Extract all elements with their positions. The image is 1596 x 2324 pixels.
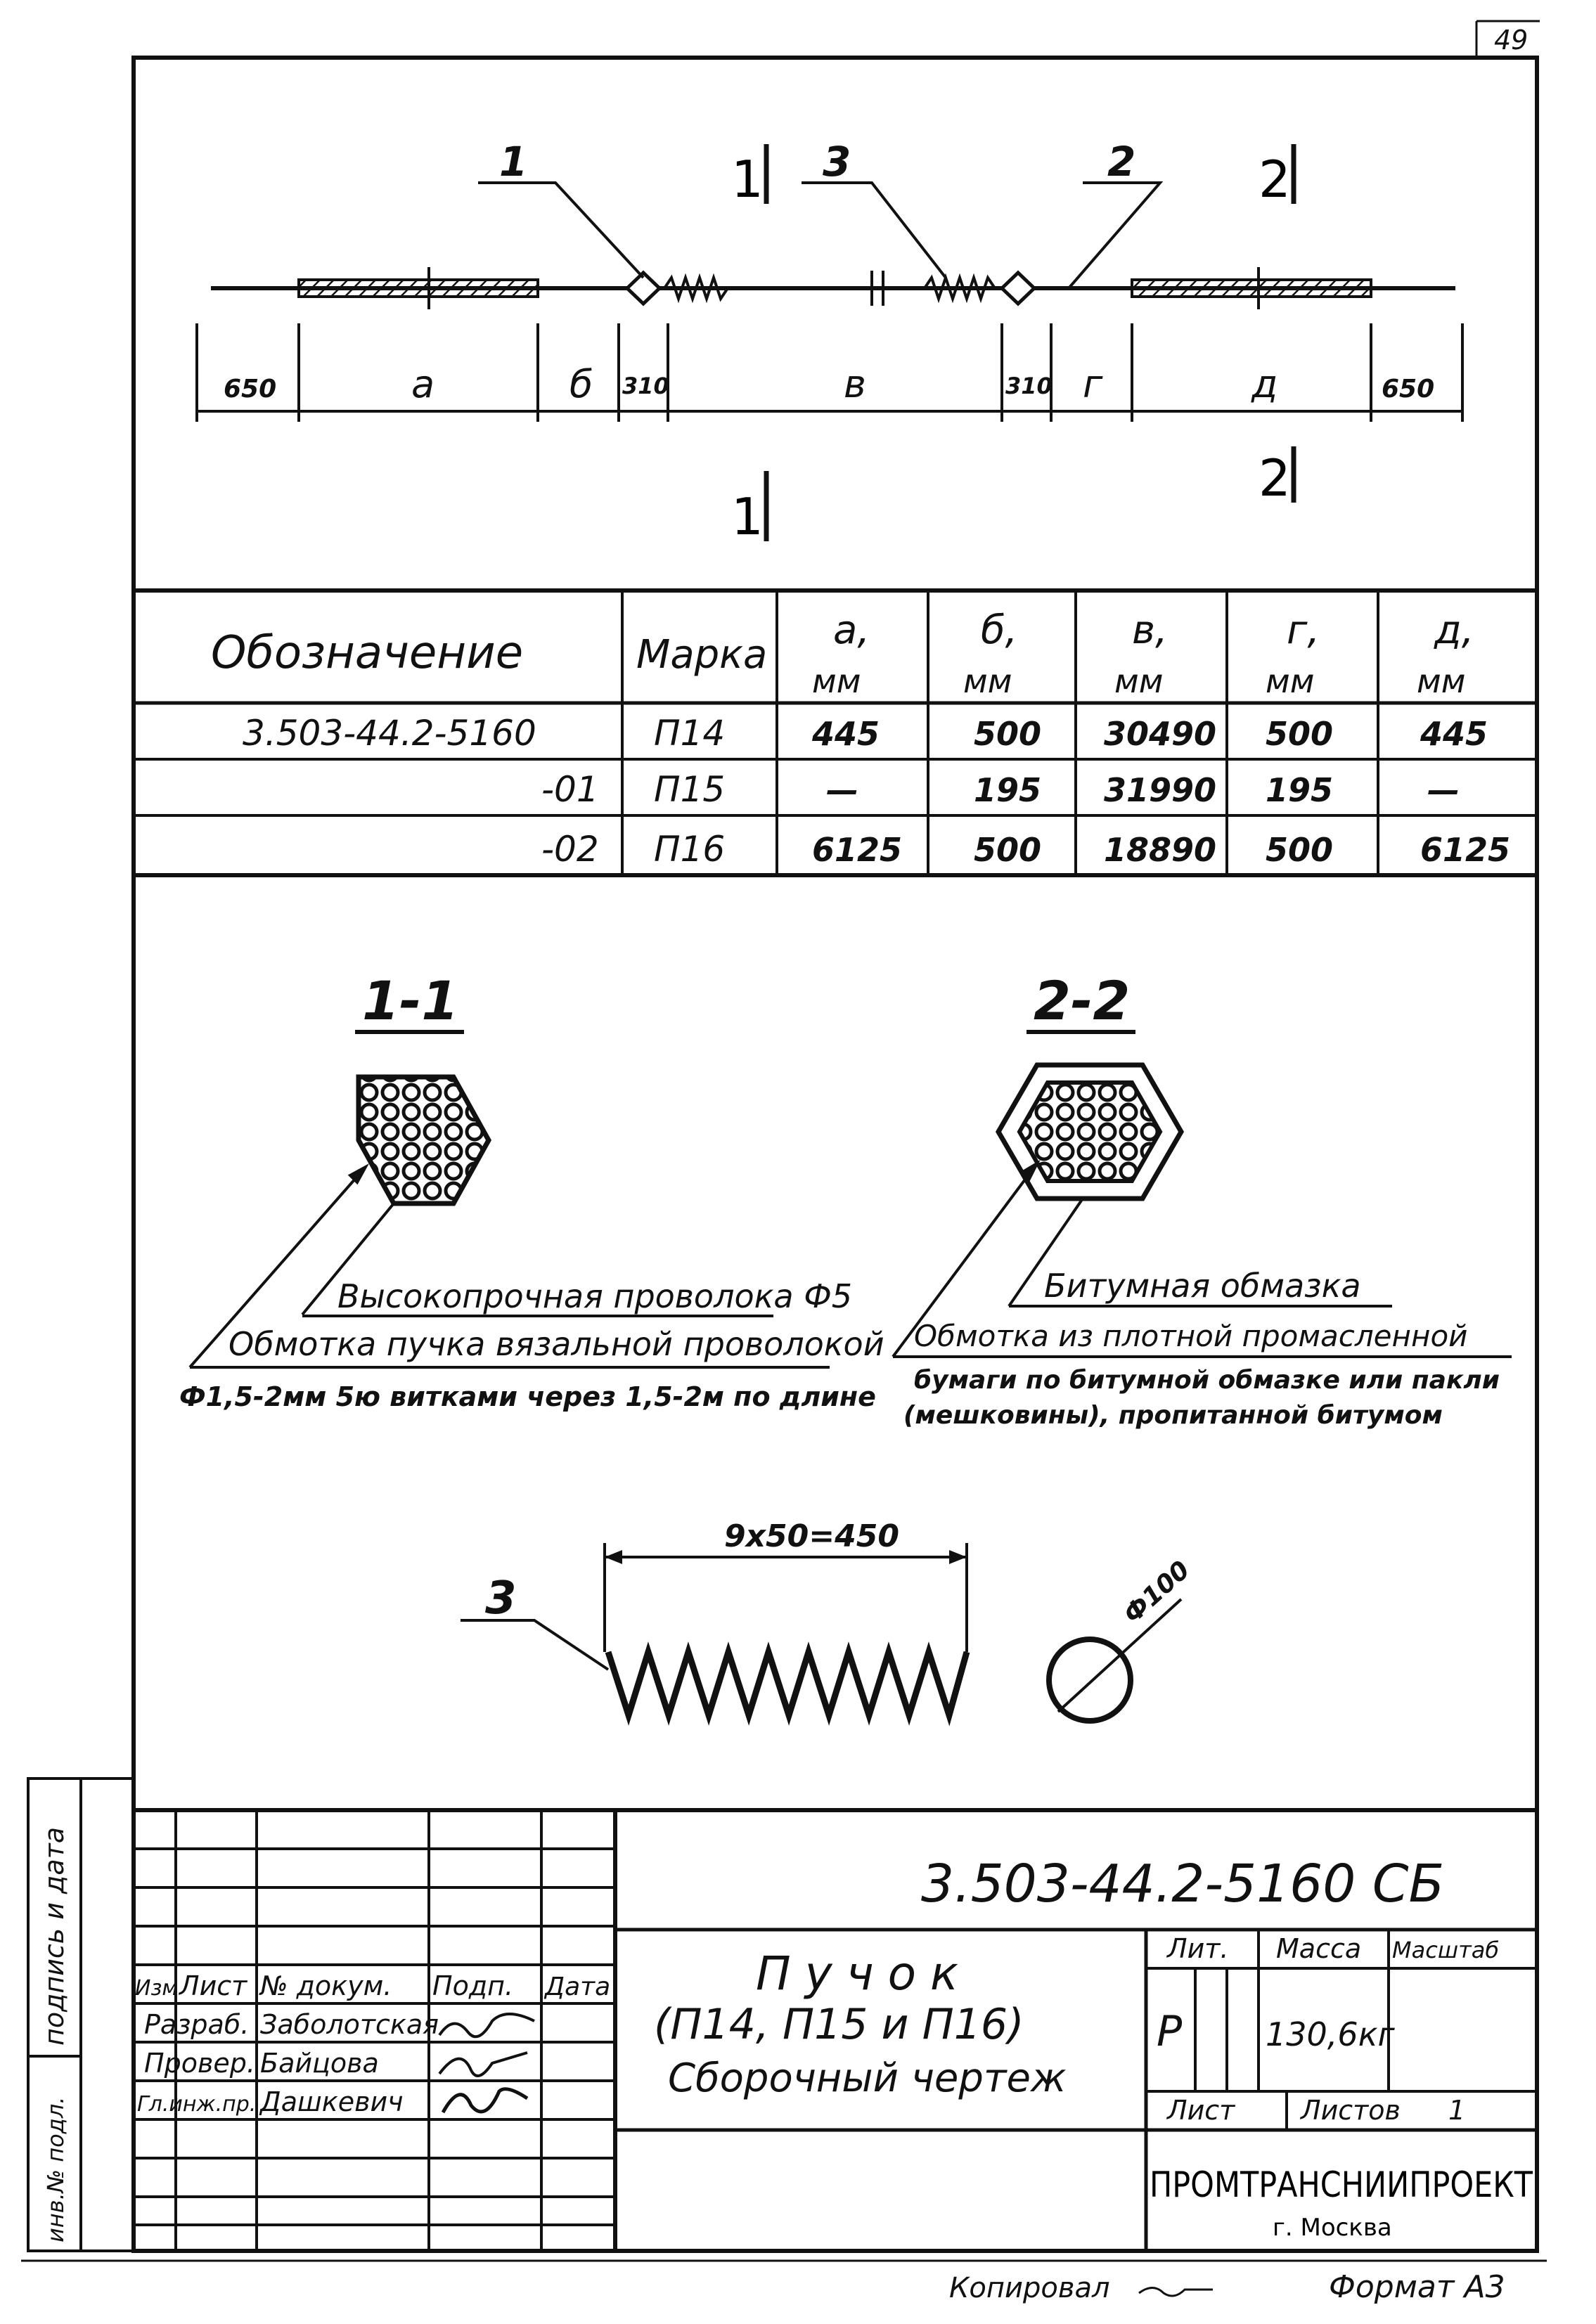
role-chief-engineer: Гл.инж.пр. [137, 2092, 257, 2117]
drawing-name: Пучок [756, 1947, 972, 2001]
sheet-format: Формат А3 [1329, 2269, 1505, 2305]
sheet-number: 49 [1494, 25, 1529, 56]
cell-d: 6125 [1420, 831, 1511, 869]
strand-assembly-drawing [197, 138, 1462, 546]
signature-developer [439, 2014, 534, 2036]
header-b-unit: мм [963, 662, 1012, 700]
spring-dim: 9х50=450 [724, 1518, 899, 1554]
drawing-name-marks: (П14, П15 и П16) [654, 2000, 1024, 2049]
document-code: 3.503-44.2-5160 СБ [921, 1854, 1445, 1914]
cell-g: 195 [1266, 771, 1334, 809]
cell-designation: 3.503-44.2-5160 [243, 713, 536, 754]
col-head-date: Дата [545, 1973, 611, 2001]
header-b: б, [981, 607, 1018, 653]
dim-d: д [1251, 362, 1278, 406]
dim-650-right: 650 [1382, 375, 1435, 404]
signature-chief-engineer [443, 2089, 527, 2112]
header-g-unit: мм [1266, 662, 1315, 700]
cell-mark: П16 [654, 829, 726, 870]
dim-310-left: 310 [622, 373, 669, 399]
header-d-unit: мм [1417, 662, 1466, 700]
spring-callout-3: 3 [485, 1573, 517, 1625]
cell-designation: -01 [541, 769, 599, 810]
section-mark-1-top: 1 [731, 150, 764, 209]
table-row [541, 829, 1510, 870]
col-head-change: Изм [135, 1976, 179, 2001]
dim-310-right: 310 [1005, 373, 1053, 399]
cell-mark: П14 [654, 713, 726, 754]
section-mark-1-bottom: 1 [731, 487, 764, 546]
header-a: а, [833, 607, 870, 653]
cell-d: 445 [1420, 715, 1488, 753]
cell-mark: П15 [654, 769, 726, 810]
header-v-unit: мм [1114, 662, 1164, 700]
label-binding-wire-wrap: Обмотка пучка вязальной проволокой [229, 1325, 884, 1363]
mass-value: 130,6кг [1266, 2015, 1395, 2053]
dim-g: г [1083, 362, 1103, 406]
cell-v: 30490 [1104, 715, 1217, 753]
name-developer: Заболотская [260, 2009, 439, 2040]
callout-1: 1 [499, 138, 528, 186]
footer [949, 2269, 1505, 2305]
section-1-1 [179, 969, 884, 1412]
dim-b: б [569, 362, 593, 406]
role-checker: Провер. [144, 2048, 255, 2079]
col-head-sheet: Лист [179, 1970, 247, 2001]
title-block [134, 1810, 1537, 2251]
cell-a: 445 [812, 715, 880, 753]
role-developer: Разраб. [144, 2009, 250, 2040]
parameters-table [134, 590, 1537, 875]
copied-by: Копировал [949, 2272, 1110, 2304]
side-strip [28, 1778, 134, 2251]
label-bitumen-coating: Битумная обмазка [1044, 1267, 1361, 1305]
lit-header: Лит. [1167, 1933, 1229, 1964]
dim-a: а [411, 362, 435, 406]
table-row [243, 713, 1488, 754]
copied-signature [1139, 2288, 1213, 2297]
sheet-header: Лист [1167, 2095, 1235, 2126]
section-2-2 [893, 969, 1512, 1430]
cell-b: 500 [974, 715, 1042, 753]
header-mark: Марка [636, 632, 768, 678]
header-a-unit: мм [812, 662, 861, 700]
label-wrap-spacing: Ф1,5-2мм 5ю витками через 1,5-2м по длине [179, 1381, 876, 1412]
cell-v: 31990 [1104, 771, 1217, 809]
spiral-detail [461, 1518, 1195, 1721]
section-1-1-title: 1-1 [362, 969, 459, 1032]
label-high-strength-wire: Высокопрочная проволока Ф5 [337, 1277, 853, 1315]
callout-3: 3 [823, 138, 851, 186]
label-paper-wrap-3: (мешковины), пропитанной битумом [903, 1401, 1443, 1430]
name-checker: Байцова [260, 2048, 379, 2079]
scale-header: Масштаб [1392, 1937, 1500, 1963]
cell-a: — [826, 771, 858, 809]
organization: ПРОМТРАНСНИИПРОЕКТ [1150, 2164, 1533, 2205]
side-signature-date: подпись и дата [39, 1826, 70, 2046]
table-row [541, 769, 1460, 810]
label-paper-wrap-2: бумаги по битумной обмазке или пакли [914, 1366, 1500, 1395]
sheets-header: Листов [1301, 2095, 1401, 2126]
dim-650-left: 650 [224, 375, 277, 404]
mass-header: Масса [1276, 1933, 1362, 1964]
sheets-value: 1 [1448, 2095, 1466, 2126]
header-v: в, [1132, 607, 1168, 653]
drawing-type: Сборочный чертеж [668, 2055, 1067, 2101]
callout-2: 2 [1107, 138, 1136, 186]
spring-diameter: Ф100 [1118, 1555, 1196, 1629]
lit-value: Р [1157, 2007, 1183, 2056]
name-chief-engineer: Дашкевич [260, 2086, 404, 2117]
label-paper-wrap: Обмотка из плотной промасленной [914, 1319, 1468, 1353]
city: г. Москва [1273, 2214, 1392, 2242]
signature-checker [439, 2053, 527, 2076]
col-head-sign: Подп. [432, 1970, 514, 2001]
cell-v: 18890 [1104, 831, 1217, 869]
section-mark-2-top: 2 [1259, 150, 1291, 209]
cell-a: 6125 [812, 831, 903, 869]
section-mark-2-bottom: 2 [1259, 448, 1291, 508]
side-inventory-number: инв.№ подл. [42, 2096, 69, 2242]
cell-g: 500 [1266, 715, 1334, 753]
cell-d: — [1427, 771, 1460, 809]
header-g: г, [1287, 607, 1320, 653]
dim-v: в [844, 362, 866, 406]
cell-designation: -02 [541, 829, 599, 870]
cell-b: 195 [974, 771, 1042, 809]
section-2-2-title: 2-2 [1034, 969, 1131, 1032]
header-designation: Обозначение [211, 627, 524, 679]
header-d: д, [1434, 607, 1474, 653]
cell-b: 500 [974, 831, 1042, 869]
col-head-doc: № докум. [260, 1970, 392, 2001]
cell-g: 500 [1266, 831, 1334, 869]
